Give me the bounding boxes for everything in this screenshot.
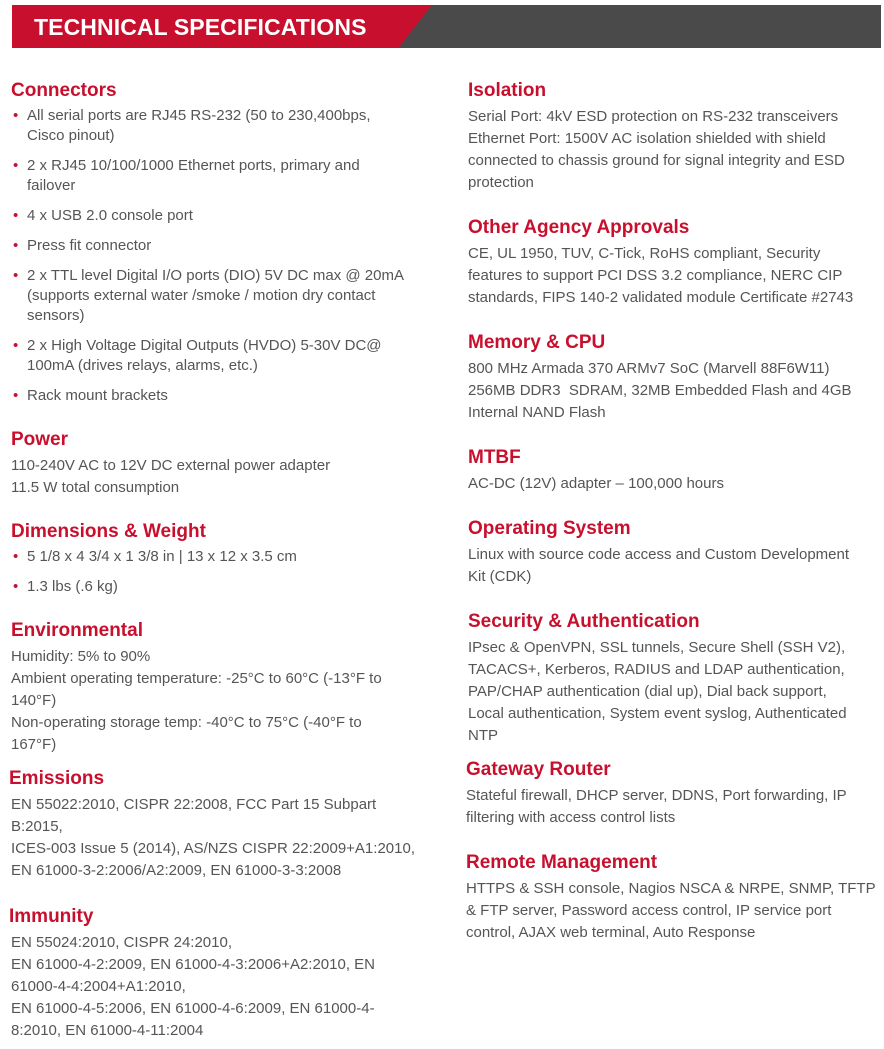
section-isolation <box>468 79 880 194</box>
text-line: 11.5 W total consumption <box>11 479 180 496</box>
text-line: Serial Port: 4kV ESD protection on RS-232 transceivers <box>468 108 839 125</box>
dimensions-list <box>11 547 431 597</box>
section-power <box>11 428 431 499</box>
list-item: • All serial ports are RJ45 RS-232 (50 to 230,400bps, Cisco pinout) <box>13 107 371 144</box>
section-title: Operating System <box>468 518 631 539</box>
text-line: & FTP server, Password access control, IP service port <box>466 902 832 919</box>
section-environmental <box>11 619 431 756</box>
section-title: Connectors <box>11 80 117 101</box>
text-line: 110-240V AC to 12V DC external power adapter <box>11 457 331 474</box>
text-line: Local authentication, System event syslog, Authenticated <box>468 705 847 722</box>
section-title: Remote Management <box>466 852 658 873</box>
text-line: 8:2010, EN 61000-4-11:2004 <box>11 1022 204 1039</box>
section-operating-system <box>468 517 880 588</box>
section-title: Memory & CPU <box>468 332 606 353</box>
section-title: Dimensions & Weight <box>11 521 206 542</box>
text-line: ICES-003 Issue 5 (2014), AS/NZS CISPR 22:2009+A1:2010, <box>11 840 415 857</box>
text-line: AC-DC (12V) adapter – 100,000 hours <box>468 475 724 492</box>
section-title: Immunity <box>9 906 94 927</box>
section-emissions <box>9 767 429 882</box>
text-line: B:2015, <box>11 818 63 835</box>
section-gateway-router <box>466 758 880 829</box>
text-line: IPsec & OpenVPN, SSL tunnels, Secure Shell (SSH V2), <box>468 639 846 656</box>
text-line: 256MB DDR3 SDRAM, 32MB Embedded Flash and 4GB <box>468 382 852 399</box>
text-line: Humidity: 5% to 90% <box>11 648 151 665</box>
list-item: • 5 1/8 x 4 3/4 x 1 3/8 in | 13 x 12 x 3.5 cm <box>13 548 297 565</box>
section-title: MTBF <box>468 447 521 468</box>
section-title: Isolation <box>468 80 547 101</box>
text-line: Non-operating storage temp: -40°C to 75°C (-40°F to <box>11 714 362 731</box>
text-line: 140°F) <box>11 692 57 709</box>
text-line: Kit (CDK) <box>468 568 532 585</box>
text-line: CE, UL 1950, TUV, C-Tick, RoHS compliant, Security <box>468 245 821 262</box>
text-line: standards, FIPS 140-2 validated module Certificate #2743 <box>468 289 854 306</box>
page-title: TECHNICAL SPECIFICATIONS <box>34 14 367 40</box>
list-item: • 2 x High Voltage Digital Outputs (HVDO) 5-30V DC@ 100mA (drives relays, alarms, etc.) <box>13 337 382 374</box>
text-line: EN 55022:2010, CISPR 22:2008, FCC Part 15 Subpart <box>11 796 377 813</box>
text-line: protection <box>468 174 534 191</box>
section-security-authentication <box>468 610 880 747</box>
section-title: Emissions <box>9 768 105 789</box>
text-line: TACACS+, Kerberos, RADIUS and LDAP authentication, <box>468 661 845 678</box>
text-line: filtering with access control lists <box>466 809 676 826</box>
list-item: • 1.3 lbs (.6 kg) <box>13 578 118 595</box>
text-line: EN 61000-3-2:2006/A2:2009, EN 61000-3-3:2008 <box>11 862 342 879</box>
text-line: NTP <box>468 727 498 744</box>
text-line: EN 55024:2010, CISPR 24:2010, <box>11 934 232 951</box>
text-line: HTTPS & SSH console, Nagios NSCA & NRPE, SNMP, TFTP <box>466 880 876 897</box>
section-connectors <box>11 79 431 416</box>
section-agency-approvals <box>468 216 880 309</box>
text-line: Internal NAND Flash <box>468 404 606 421</box>
section-title: Security & Authentication <box>468 611 700 632</box>
text-line: Ethernet Port: 1500V AC isolation shielded with shield <box>468 130 826 147</box>
list-item: • Press fit connector <box>13 237 152 254</box>
text-line: Linux with source code access and Custom Development <box>468 546 850 563</box>
text-line: EN 61000-4-2:2009, EN 61000-4-3:2006+A2:2010, EN <box>11 956 376 973</box>
list-item: • Rack mount brackets <box>13 387 168 404</box>
list-item: • 4 x USB 2.0 console port <box>13 207 193 224</box>
text-line: control, AJAX web terminal, Auto Response <box>466 924 756 941</box>
text-line: features to support PCI DSS 3.2 compliance, NERC CIP <box>468 267 843 284</box>
text-line: 167°F) <box>11 736 57 753</box>
section-mtbf <box>468 446 880 495</box>
text-line: connected to chassis ground for signal integrity and ESD <box>468 152 845 169</box>
list-item: • 2 x TTL level Digital I/O ports (DIO) 5V DC max @ 20mA (supports external water /smoke / motion dry contact sensors) <box>13 267 404 324</box>
list-item: • 2 x RJ45 10/100/1000 Ethernet ports, primary and failover <box>13 157 360 194</box>
section-title: Environmental <box>11 620 143 641</box>
section-immunity <box>9 905 429 1042</box>
text-line: PAP/CHAP authentication (dial up), Dial back support, <box>468 683 827 700</box>
connectors-list <box>11 106 411 406</box>
section-title: Other Agency Approvals <box>468 217 690 238</box>
section-remote-management <box>466 851 880 944</box>
section-memory-cpu <box>468 331 880 424</box>
section-title: Power <box>11 429 69 450</box>
text-line: 800 MHz Armada 370 ARMv7 SoC (Marvell 88F6W11) <box>468 360 830 377</box>
section-dimensions <box>11 520 431 607</box>
header-banner <box>12 5 881 48</box>
section-title: Gateway Router <box>466 759 611 780</box>
text-line: Stateful firewall, DHCP server, DDNS, Port forwarding, IP <box>466 787 847 804</box>
text-line: Ambient operating temperature: -25°C to 60°C (-13°F to <box>11 670 382 687</box>
text-line: EN 61000-4-5:2006, EN 61000-4-6:2009, EN 61000-4- <box>11 1000 375 1017</box>
text-line: 61000-4-4:2004+A1:2010, <box>11 978 186 995</box>
